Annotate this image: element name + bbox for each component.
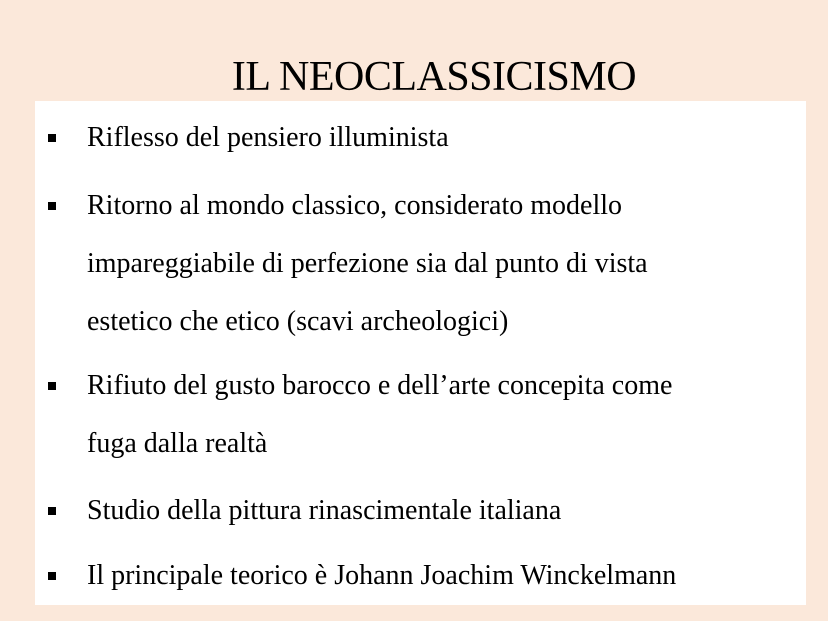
content-box	[35, 101, 806, 605]
bullet-square-icon	[48, 382, 56, 390]
bullet-text: Studio della pittura rinascimentale italiana	[87, 495, 562, 526]
bullet-square-icon	[48, 202, 56, 210]
bullet-square-icon	[48, 572, 56, 580]
bullet-text: fuga dalla realtà	[87, 428, 268, 459]
bullet-text: impareggiabile di perfezione sia dal punto di vista	[87, 248, 648, 279]
bullet-text: Rifiuto del gusto barocco e dell’arte concepita come	[87, 370, 673, 401]
bullet-text: Riflesso del pensiero illuminista	[87, 122, 449, 153]
bullet-text: Il principale teorico è Johann Joachim Winckelmann	[87, 560, 677, 591]
slide-title: IL NEOCLASSICISMO	[231, 54, 637, 100]
bullet-text: estetico che etico (scavi archeologici)	[87, 306, 509, 337]
bullet-square-icon	[48, 507, 56, 515]
bullet-square-icon	[48, 134, 56, 142]
bullet-text: Ritorno al mondo classico, considerato modello	[87, 190, 623, 221]
